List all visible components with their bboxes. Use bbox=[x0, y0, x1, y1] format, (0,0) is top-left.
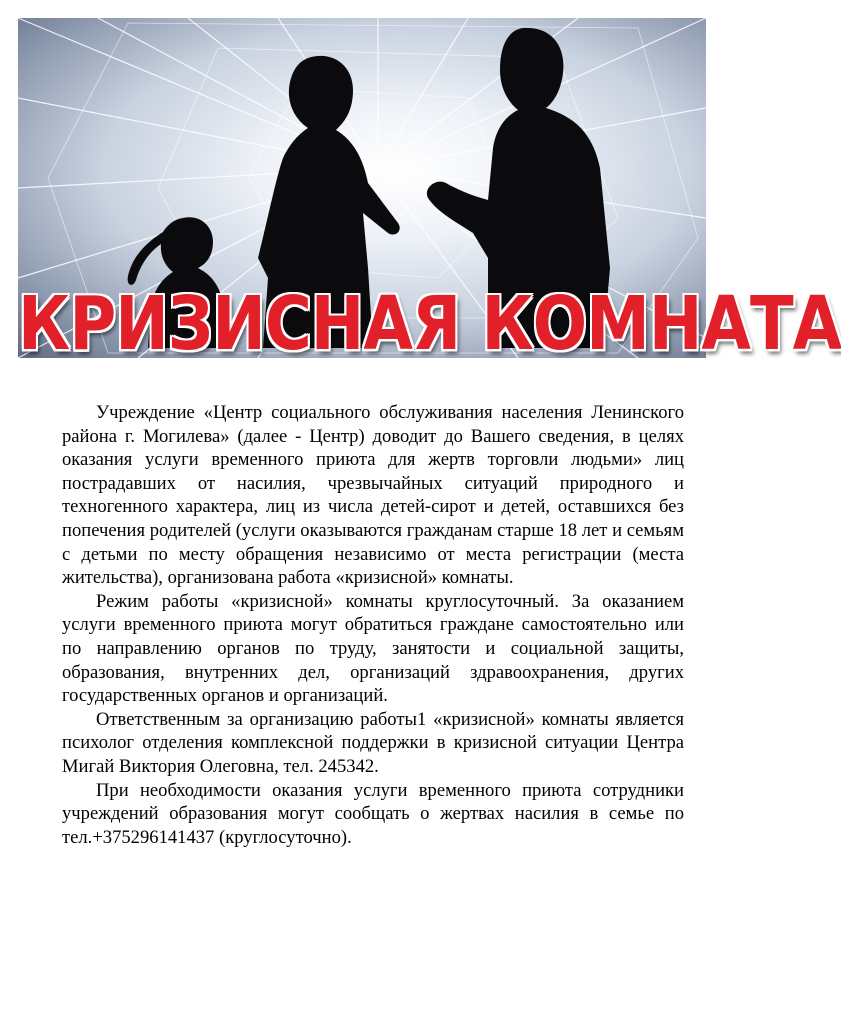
paragraph: Ответственным за организацию работы1 «кризисной» комнаты является психолог отделения комплексной поддержки в кризисной ситуации Центра Мигай Виктория Олеговна, тел. 245342. bbox=[62, 708, 684, 777]
paragraph: При необходимости оказания услуги временного приюта сотрудники учреждений образования могут сообщать о жертвах насилия в семье по тел.+375296141437 (круглосуточно). bbox=[62, 779, 684, 848]
header-banner bbox=[18, 18, 841, 368]
paragraph: Учреждение «Центр социального обслуживания населения Ленинского района г. Могилева» (далее - Центр) доводит до Вашего сведения, в целях оказания услуги временного приюта для жертв торговли людьми» лиц пострадавших от насилия, чрезвычайных ситуаций природного и техногенного характера, лиц из числа детей-сирот и детей, оставшихся без попечения родителей (услуги оказываются гражданам старше 18 лет и семьям с детьми по месту обращения независимо от места регистрации (места жительства), организована работа «кризисной» комнаты. bbox=[62, 402, 684, 589]
paragraph: Режим работы «кризисной» комнаты круглосуточный. За оказанием услуги временного приюта могут обратиться граждане самостоятельно или по направлению органов по труду, занятости и социальной защиты, образования, внутренних дел, организаций здравоохранения, других государственных органов и организаций. bbox=[62, 590, 684, 707]
banner-title: КРИЗИСНАЯ КОМНАТА bbox=[18, 282, 841, 368]
announcement-text bbox=[62, 401, 684, 849]
